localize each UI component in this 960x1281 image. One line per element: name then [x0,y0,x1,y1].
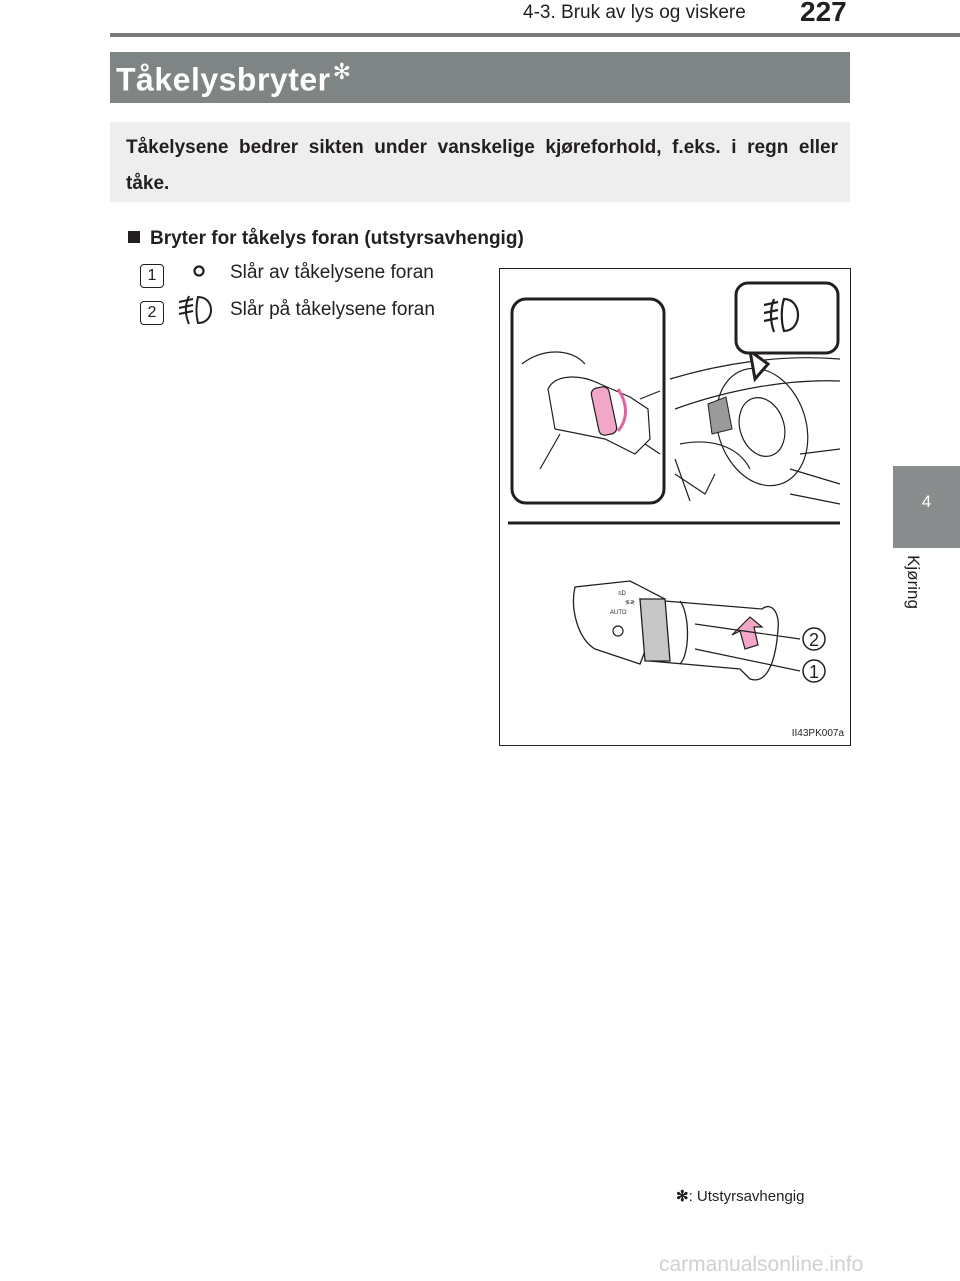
section-title: Tåkelysbryter✻ [116,59,352,98]
intro-text: Tåkelysene bedrer sikten under vanskelige kjøreforhold, f.eks. i regn eller tåke. [126,137,838,194]
optional-asterisk: ✻ [332,59,352,84]
item-number: 2 [140,301,164,325]
svg-text:≶≷: ≶≷ [625,600,636,606]
front-fog-light-icon [175,293,215,333]
square-bullet-icon [128,231,140,243]
chapter-tab [893,466,960,548]
footnote-text: : Utstyrsavhengig [688,1188,805,1205]
figure-illustration [500,269,850,745]
page-number: 227 [800,0,847,27]
item-text: Slår på tåkelysene foran [230,299,435,320]
asterisk-icon: ✻ [676,1188,689,1205]
chapter-number: 4 [921,492,932,511]
section-title-bar [110,52,850,103]
fog-off-ring-icon [175,256,215,292]
callout-1: 1 [808,662,820,682]
item-number: 1 [140,264,164,288]
footnote [676,1187,804,1205]
header-rule [110,33,960,37]
header-section-title: 4-3. Bruk av lys og viskere [523,2,746,23]
figure-code: II43PK007a [791,728,844,739]
chapter-name: Kjøring [904,555,923,609]
callout-2: 2 [808,630,820,650]
item-text: Slår av tåkelysene foran [230,262,434,283]
fog-light-switch-figure [499,268,851,746]
subheading: Bryter for tåkelys foran (utstyrsavhengig) [128,228,524,250]
svg-text:AUTO: AUTO [610,610,627,616]
svg-text:≡D: ≡D [618,591,626,597]
watermark: carmanualsonline.info [659,1253,864,1276]
intro-box [110,122,850,202]
